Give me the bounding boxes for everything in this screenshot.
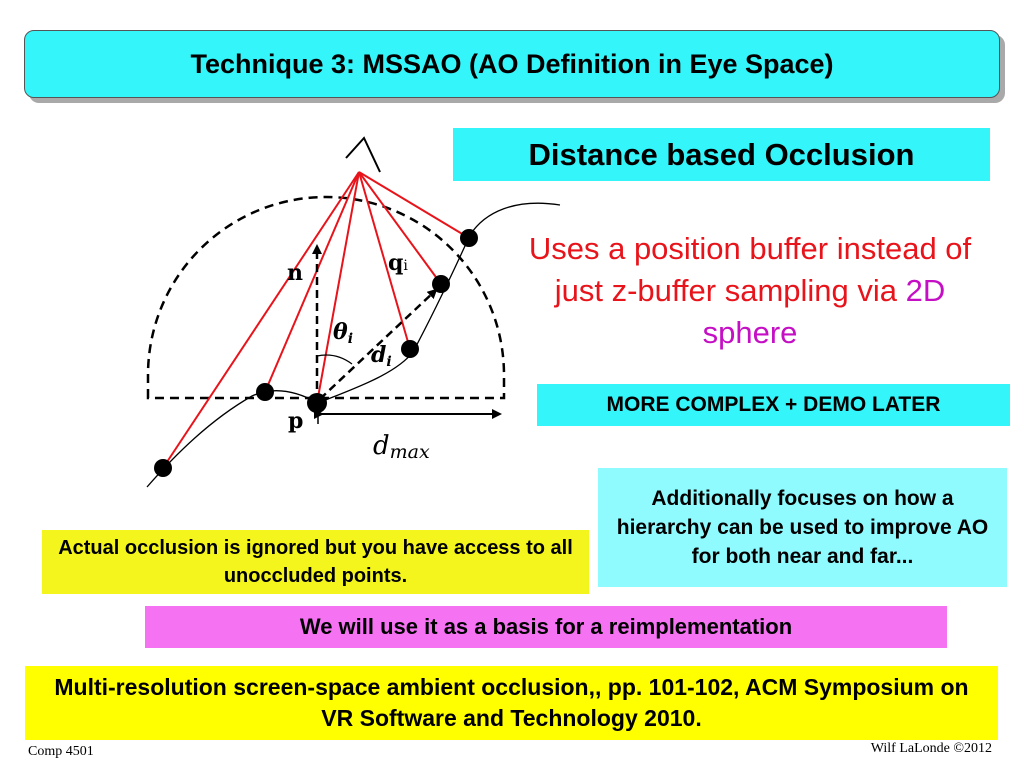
occlusion-note-box: Actual occlusion is ignored but you have access to all unoccluded points.: [42, 530, 589, 594]
reference-box: Multi-resolution screen-space ambient occlusion,, pp. 101-102, ACM Symposium on VR Software and Technology 2010.: [25, 666, 998, 740]
sample-point-q: [432, 275, 450, 293]
description-part1: Uses a position buffer instead of just z-buffer sampling via: [528, 231, 972, 308]
surface-curve: [147, 203, 560, 487]
label-q-main: q: [388, 250, 404, 276]
footer-course: Comp 4501: [28, 744, 94, 759]
label-di: [371, 342, 392, 370]
hierarchy-note-box: Additionally focuses on how a hierarchy can be used to improve AO for both near and far...: [598, 468, 1007, 587]
label-di-sub: i: [386, 354, 392, 370]
label-normal: n: [287, 260, 303, 286]
label-dmax-main: d: [373, 431, 390, 461]
label-theta-main: θ: [333, 319, 348, 345]
reimplementation-note-box: We will use it as a basis for a reimplementation: [145, 606, 947, 648]
description-sphere: sphere: [702, 315, 798, 350]
label-dmax-sub: max: [389, 441, 430, 463]
label-q: [388, 250, 408, 276]
footer-author: Wilf LaLonde ©2012: [870, 741, 992, 756]
sample-point-p: [307, 393, 327, 413]
label-dmax: [373, 431, 430, 463]
sample-point: [256, 383, 274, 401]
label-di-main: d: [371, 342, 387, 368]
label-theta: [333, 319, 353, 347]
ray-to-point-1: [163, 172, 359, 468]
sample-point: [401, 340, 419, 358]
complex-note-box: MORE COMPLEX + DEMO LATER: [537, 384, 1010, 426]
heading-box: Distance based Occlusion: [453, 128, 990, 181]
sample-point: [460, 229, 478, 247]
slide-title: Technique 3: MSSAO (AO Definition in Eye Space): [24, 30, 1000, 98]
theta-angle-arc: [317, 355, 352, 364]
label-q-sub: i: [403, 258, 408, 274]
label-theta-sub: i: [347, 331, 354, 347]
description-2d: 2D: [905, 273, 946, 308]
sample-point: [154, 459, 172, 477]
label-p: p: [288, 408, 304, 434]
eye-icon: [346, 138, 380, 172]
